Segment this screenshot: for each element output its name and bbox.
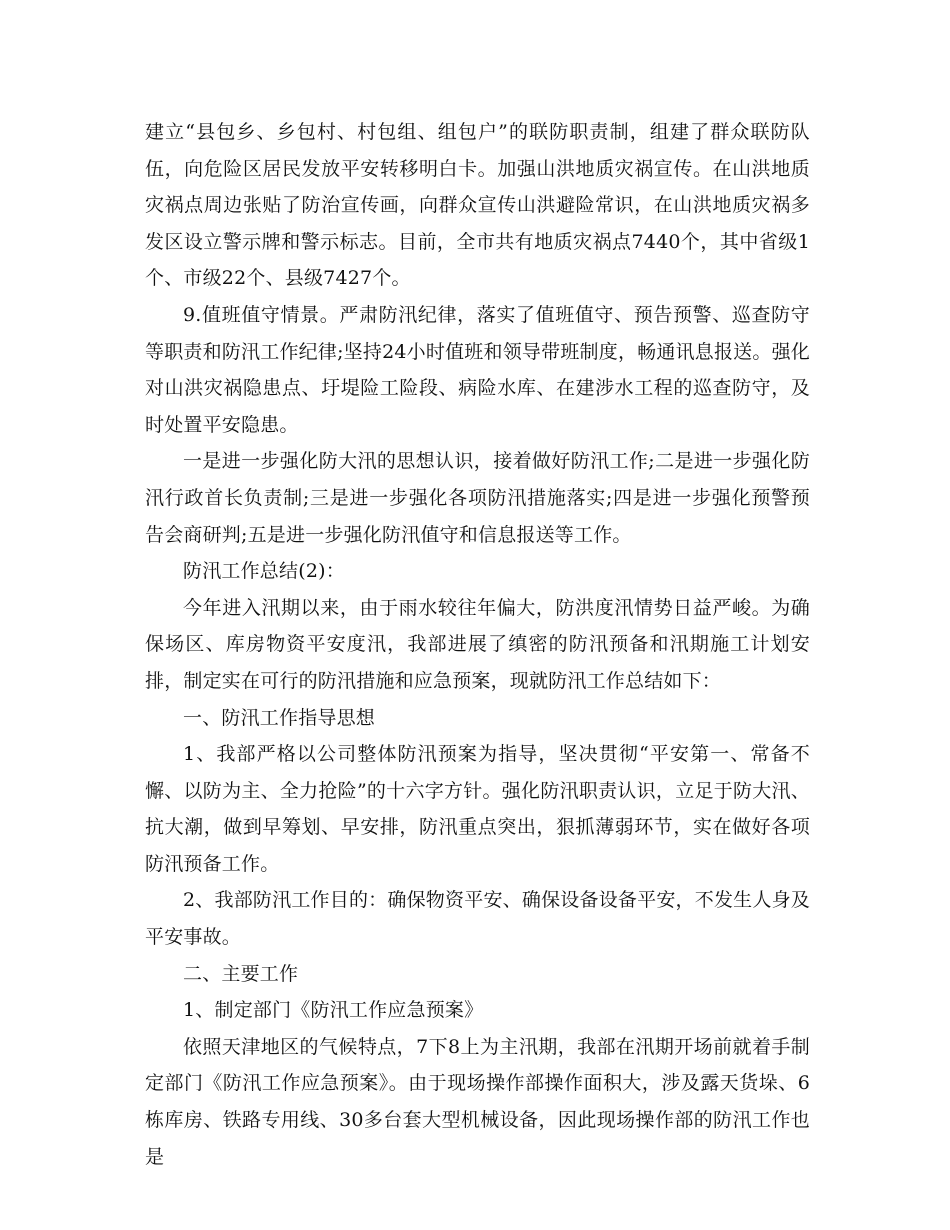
paragraph-5: 1、我部严格以公司整体防汛预案为指导，坚决贯彻“平安第一、常备不懈、以防为主、全力抢险”的十六字方针。强化防汛职责认识，立足于防大汛、抗大潮，做到早筹划、早安排，防汛重点突出，狠抓薄弱环节，实在做好各项防汛预备工作。 [145, 743, 810, 875]
paragraph-6: 2、我部防汛工作目的：确保物资平安、确保设备设备平安，不发生人身及平安事故。 [145, 889, 810, 949]
paragraph-1: 建立“县包乡、乡包村、村包组、组包户”的联防职责制，组建了群众联防队伍，向危险区居民发放平安转移明白卡。加强山洪地质灾祸宣传。在山洪地质灾祸点周边张贴了防治宣传画，向群众宣传山洪避险常识，在山洪地质灾祸多发区设立警示牌和警示标志。目前，全市共有地质灾祸点7440个，其中省级1个、市级22个、县级7427个。 [145, 121, 810, 290]
subsection-heading-emergency-plan: 1、制定部门《防汛工作应急预案》 [183, 999, 484, 1022]
paragraph-2: 9.值班值守情景。严肃防汛纪律，落实了值班值守、预告预警、巡查防守等职责和防汛工作纪律;坚持24小时值班和领导带班制度，畅通讯息报送。强化对山洪灾祸隐患点、圩堤险工险段、病险水库、在建涉水工程的巡查防守，及时处置平安隐患。 [145, 303, 810, 436]
paragraph-3: 一是进一步强化防大汛的思想认识，接着做好防汛工作;二是进一步强化防汛行政首长负责制;三是进一步强化各项防汛措施落实;四是进一步强化预警预告会商研判;五是进一步强化防汛值守和信息报送等工作。 [145, 450, 810, 546]
section-heading-guiding-ideology: 一、防汛工作指导思想 [183, 706, 376, 729]
section-heading-summary-2: 防汛工作总结(2)： [183, 560, 345, 583]
section-heading-main-work: 二、主要工作 [183, 962, 299, 985]
document-body [145, 114, 810, 1175]
paragraph-7: 依照天津地区的气候特点，7下8上为主汛期，我部在汛期开场前就着手制定部门《防汛工作应急预案》。由于现场操作部操作面积大，涉及露天货垛、6栋库房、铁路专用线、30多台套大型机械设备，因此现场操作部的防汛工作也是 [145, 1035, 810, 1168]
paragraph-4: 今年进入汛期以来，由于雨水较往年偏大，防洪度汛情势日益严峻。为确保场区、库房物资平安度汛，我部进展了缜密的防汛预备和汛期施工计划安排，制定实在可行的防汛措施和应急预案，现就防汛工作总结如下： [145, 596, 810, 692]
